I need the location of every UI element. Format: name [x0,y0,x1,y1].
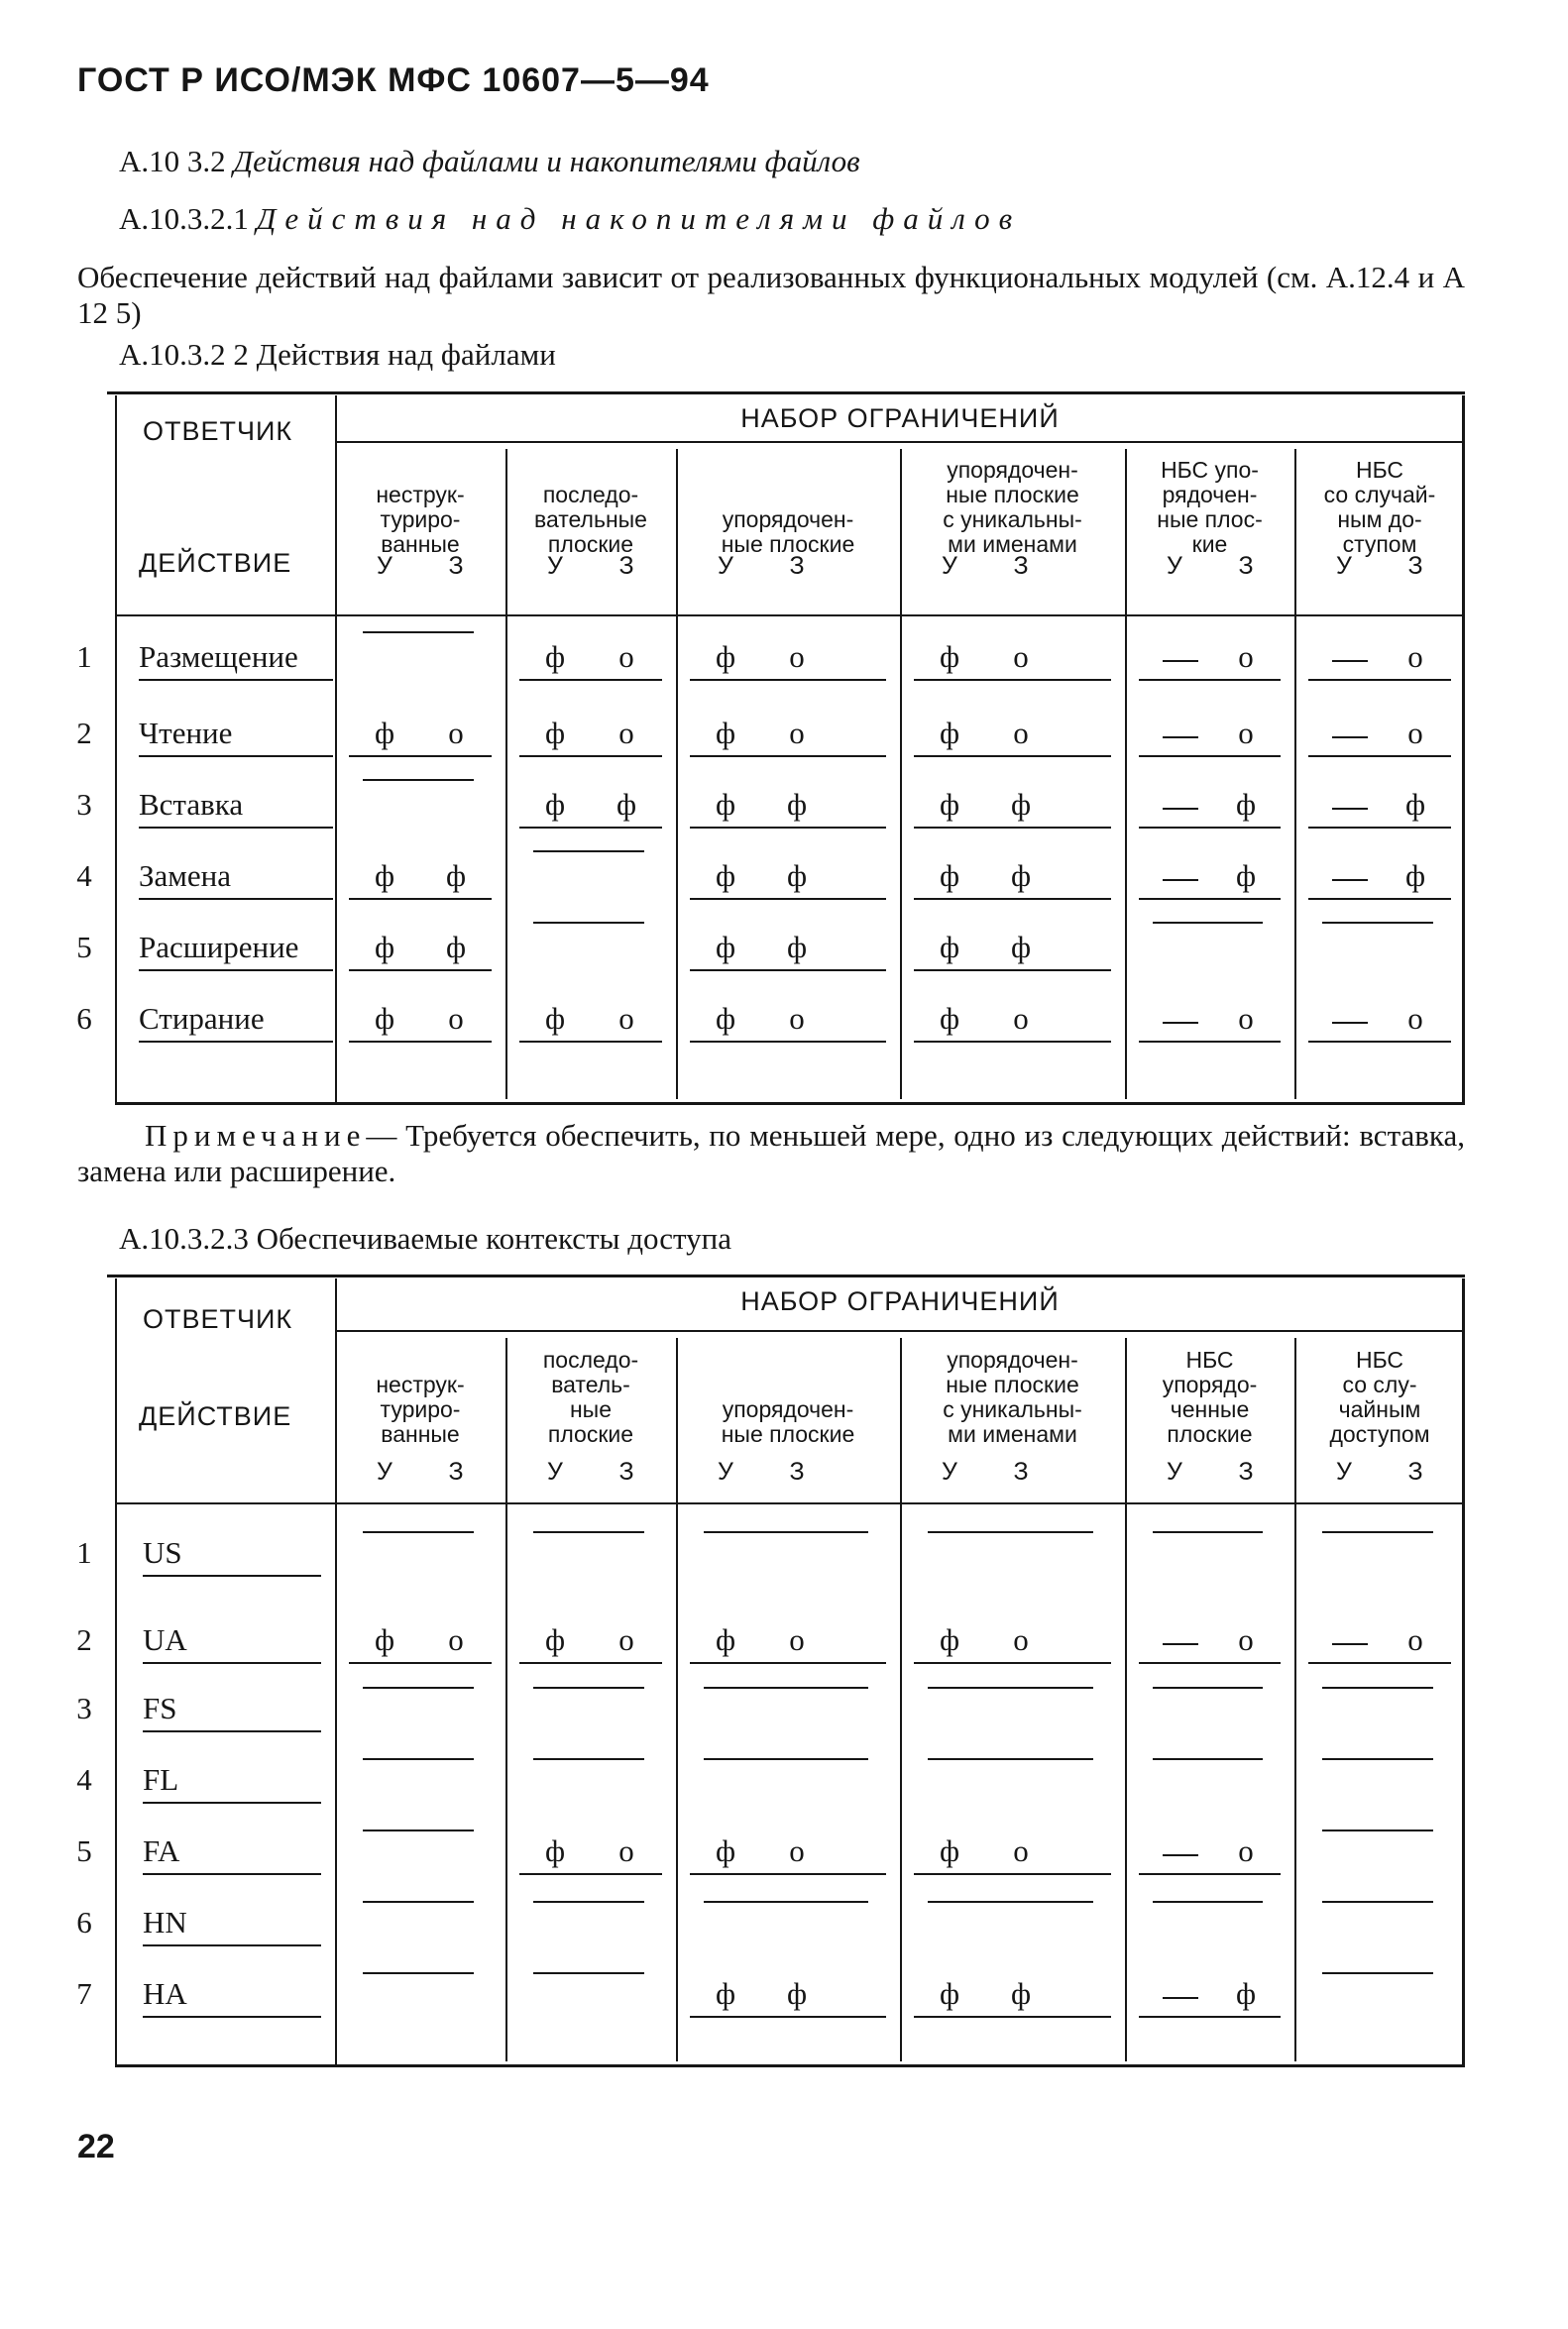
cell-value-u: ф [374,1622,395,1657]
action-label: FL [143,1762,179,1797]
sub-header-z: З [1238,552,1254,580]
cell-underline [1308,827,1451,829]
cell-not-applicable [363,631,474,633]
action-label: UA [143,1622,187,1657]
sub-header-u: У [718,552,733,580]
cell-dash [1163,1643,1198,1645]
section-title: Действия над накопителями файлов [256,201,1022,236]
cell-underline [1139,755,1281,757]
cell-dash [1332,879,1368,881]
cell-value-u: ф [939,1001,960,1036]
cell-not-applicable [1322,922,1433,924]
cell-dash [1332,1022,1368,1024]
cell-dash [1163,660,1198,662]
cell-value-z: о [789,639,805,674]
cell-value-z: ф [786,1976,808,2011]
cell-value-u: ф [715,1833,736,1868]
table-top-rule [107,1275,1465,1277]
table-file-actions [77,391,1465,1105]
page-number: 22 [77,2128,115,2165]
action-underline [143,1662,321,1664]
column-header: упорядочен- ные плоские с уникальны- ми именами [943,457,1082,557]
cell-dash [1332,1643,1368,1645]
cell-value-z: ф [445,858,467,893]
sub-header-z: З [448,1458,464,1486]
cell-value-z: о [789,1622,805,1657]
cell-underline [914,679,1111,681]
cell-not-applicable [533,922,644,924]
column-header: неструк- туриро- ванные [376,1372,465,1447]
sub-header-z: З [448,552,464,580]
cell-not-applicable [363,1830,474,1831]
sub-header-u: У [377,1458,392,1486]
cell-underline [690,679,886,681]
cell-underline [914,898,1111,900]
cell-value-u: ф [939,1833,960,1868]
cell-underline [349,755,492,757]
cell-not-applicable [704,1901,868,1903]
cell-value-z: о [1407,716,1423,750]
sub-header-u: У [547,1458,563,1486]
cell-value-z: ф [786,930,808,964]
header-bottom-rule [115,1502,1465,1504]
group-header-rule [335,441,1465,443]
cell-dash [1163,736,1198,738]
cell-value-z: о [448,1001,464,1036]
cell-dash [1163,1997,1198,1999]
cell-value-u: ф [715,858,736,893]
cell-dash [1163,879,1198,881]
cell-value-z: о [789,1833,805,1868]
sub-header-u: У [1167,1458,1182,1486]
action-label: US [143,1535,182,1570]
action-underline [143,2016,321,2018]
cell-underline [1139,2016,1281,2018]
header-bottom-rule [115,614,1465,616]
intro-paragraph: Обеспечение действий над файлами зависит от реализованных функциональных модулей (см. A.12.4 и A 12 5) [77,260,1465,330]
row-number: 3 [76,1691,92,1725]
cell-not-applicable [533,1901,644,1903]
cell-value-z: о [789,1001,805,1036]
sub-header-u: У [377,552,392,580]
cell-dash [1332,660,1368,662]
cell-underline [690,1662,886,1664]
cell-not-applicable [1153,1758,1263,1760]
action-underline [143,1944,321,1946]
cell-not-applicable [533,850,644,852]
cell-value-z: о [618,1833,634,1868]
cell-not-applicable [704,1758,868,1760]
cell-value-u: ф [715,639,736,674]
action-underline [139,969,333,971]
cell-not-applicable [363,1901,474,1903]
action-label: Размещение [139,639,298,674]
action-underline [139,898,333,900]
cell-value-u: ф [939,930,960,964]
table-access-contexts [77,1275,1465,2067]
header-action: ДЕЙСТВИЕ [139,548,292,578]
section-heading-2 [119,201,1021,237]
cell-value-z: о [448,716,464,750]
header-action: ДЕЙСТВИЕ [139,1401,292,1431]
cell-underline [1308,1662,1451,1664]
column-header: последо- ватель- ные плоские [542,1347,639,1447]
header-responder: ОТВЕТЧИК [143,416,293,446]
column-header: неструк- туриро- ванные [376,482,465,557]
cell-underline [914,755,1111,757]
cell-dash [1332,808,1368,810]
cell-not-applicable [363,779,474,781]
row-number: 2 [76,1622,92,1657]
cell-not-applicable [1153,1901,1263,1903]
cell-value-z: ф [616,787,637,822]
row-number: 1 [76,1535,92,1570]
sub-header-u: У [1336,552,1352,580]
action-label: Замена [139,858,232,893]
cell-underline [690,1041,886,1043]
action-underline [139,679,333,681]
action-underline [139,1041,333,1043]
row-number: 5 [76,1833,92,1868]
cell-not-applicable [363,1687,474,1689]
cell-value-z: ф [1235,858,1257,893]
cell-value-z: ф [1404,787,1426,822]
sub-header-z: З [1013,1458,1029,1486]
row-number: 3 [76,787,92,822]
cell-value-z: о [789,716,805,750]
row-number: 4 [76,1762,92,1797]
cell-underline [1308,679,1451,681]
column-header: НБС со случай- ным до- ступом [1323,457,1436,557]
cell-value-u: ф [939,1622,960,1657]
cell-not-applicable [363,1972,474,1974]
cell-value-u: ф [544,639,566,674]
cell-not-applicable [1322,1830,1433,1831]
cell-value-u: ф [939,639,960,674]
sub-header-z: З [1407,1458,1423,1486]
action-underline [143,1802,321,1804]
action-underline [143,1730,321,1732]
cell-value-z: о [1407,639,1423,674]
note-label: Примечание [145,1118,367,1153]
table1-caption: A.10.3.2 2 Действия над файлами [119,337,556,372]
cell-value-z: ф [1010,787,1032,822]
action-underline [139,827,333,829]
cell-underline [519,827,662,829]
cell-underline [914,1041,1111,1043]
cell-dash [1163,1854,1198,1856]
cell-not-applicable [533,1531,644,1533]
cell-underline [914,1873,1111,1875]
cell-not-applicable [1153,922,1263,924]
action-label: Чтение [139,716,233,750]
cell-value-u: ф [715,787,736,822]
cell-dash [1163,808,1198,810]
cell-not-applicable [1153,1531,1263,1533]
column-header: упорядочен- ные плоские [721,1396,855,1447]
cell-value-u: ф [544,1622,566,1657]
cell-not-applicable [928,1901,1093,1903]
cell-value-z: ф [786,858,808,893]
column-header: НБС со слу- чайным доступом [1329,1347,1430,1447]
cell-value-z: о [1238,1622,1254,1657]
cell-not-applicable [1322,1531,1433,1533]
cell-value-u: ф [939,787,960,822]
action-label: Вставка [139,787,244,822]
cell-value-z: о [1238,639,1254,674]
row-number: 2 [76,716,92,750]
section-heading-1 [119,144,860,179]
action-label: Стирание [139,1001,265,1036]
cell-underline [519,1662,662,1664]
action-underline [139,755,333,757]
cell-value-z: ф [1010,1976,1032,2011]
cell-underline [1139,1873,1281,1875]
cell-value-z: ф [786,787,808,822]
column-header: НБС упорядо- ченные плоские [1162,1347,1258,1447]
cell-underline [349,969,492,971]
cell-value-z: о [1013,1833,1029,1868]
cell-underline [690,2016,886,2018]
column-header: НБС упо- рядочен- ные плос- кие [1157,457,1263,557]
cell-not-applicable [928,1758,1093,1760]
cell-not-applicable [928,1687,1093,1689]
cell-value-z: ф [1010,858,1032,893]
cell-not-applicable [363,1758,474,1760]
cell-underline [690,969,886,971]
cell-underline [1139,827,1281,829]
cell-value-u: ф [939,716,960,750]
cell-dash [1332,736,1368,738]
cell-value-z: о [1013,1622,1029,1657]
row-number: 6 [76,1001,92,1036]
cell-not-applicable [704,1687,868,1689]
cell-value-u: ф [715,930,736,964]
column-header: упорядочен- ные плоские с уникальны- ми именами [943,1347,1082,1447]
section-title: Действия над файлами и накопителями файлов [233,144,860,178]
sub-header-z: З [789,552,805,580]
cell-value-u: ф [715,1001,736,1036]
note-text: — Требуется обеспечить, по меньшей мере, одно из следующих действий: вставка, замена или расширение. [77,1118,1465,1188]
sub-header-u: У [942,552,957,580]
cell-underline [690,1873,886,1875]
cell-underline [1308,755,1451,757]
cell-value-z: о [1238,1833,1254,1868]
cell-value-z: о [1407,1001,1423,1036]
cell-value-u: ф [544,1001,566,1036]
cell-underline [914,969,1111,971]
cell-value-z: ф [1235,1976,1257,2011]
row-number: 5 [76,930,92,964]
row-number: 4 [76,858,92,893]
sub-header-z: З [1238,1458,1254,1486]
cell-value-u: ф [939,858,960,893]
cell-value-z: о [1407,1622,1423,1657]
sub-header-z: З [789,1458,805,1486]
cell-value-z: о [1238,1001,1254,1036]
cell-underline [519,1873,662,1875]
sub-header-z: З [1407,552,1423,580]
cell-underline [1139,1041,1281,1043]
header-constraint-set: НАБОР ОГРАНИЧЕНИЙ [740,1286,1060,1316]
row-number: 1 [76,639,92,674]
row-number: 6 [76,1905,92,1940]
cell-value-u: ф [374,930,395,964]
cell-not-applicable [1153,1687,1263,1689]
cell-value-u: ф [374,1001,395,1036]
cell-not-applicable [1322,1758,1433,1760]
cell-not-applicable [363,1531,474,1533]
cell-underline [519,755,662,757]
cell-value-z: о [618,1622,634,1657]
action-underline [143,1575,321,1577]
cell-underline [1308,898,1451,900]
cell-value-u: ф [544,716,566,750]
cell-not-applicable [704,1531,868,1533]
action-label: HN [143,1905,187,1940]
cell-not-applicable [533,1972,644,1974]
cell-value-u: ф [715,1622,736,1657]
row-number: 7 [76,1976,92,2011]
cell-not-applicable [533,1758,644,1760]
section-number: A.10 3.2 [119,144,226,178]
section-number: A.10.3.2.1 [119,201,249,236]
cell-underline [690,827,886,829]
cell-value-z: о [1013,716,1029,750]
cell-value-u: ф [544,787,566,822]
cell-underline [349,1041,492,1043]
action-label: FA [143,1833,180,1868]
header-constraint-set: НАБОР ОГРАНИЧЕНИЙ [740,403,1060,433]
cell-value-z: о [618,716,634,750]
cell-value-z: ф [1404,858,1426,893]
sub-header-u: У [718,1458,733,1486]
cell-value-z: ф [1010,930,1032,964]
cell-value-z: о [448,1622,464,1657]
cell-value-z: о [618,1001,634,1036]
cell-underline [914,1662,1111,1664]
sub-header-u: У [1167,552,1182,580]
cell-value-u: ф [939,1976,960,2011]
group-header-rule [335,1330,1465,1332]
cell-value-z: о [1238,716,1254,750]
cell-underline [1139,1662,1281,1664]
cell-dash [1163,1022,1198,1024]
table-top-rule [107,391,1465,394]
cell-value-z: о [1013,639,1029,674]
cell-underline [1308,1041,1451,1043]
action-underline [143,1873,321,1875]
cell-underline [690,898,886,900]
cell-underline [349,898,492,900]
cell-value-u: ф [715,716,736,750]
column-header: упорядочен- ные плоские [721,506,855,557]
cell-not-applicable [928,1531,1093,1533]
cell-value-z: ф [445,930,467,964]
cell-underline [914,827,1111,829]
cell-not-applicable [533,1687,644,1689]
cell-underline [1139,898,1281,900]
column-header: последо- вательные плоские [534,482,647,557]
cell-value-u: ф [374,858,395,893]
cell-value-z: о [618,639,634,674]
cell-underline [690,755,886,757]
sub-header-u: У [1336,1458,1352,1486]
cell-value-z: ф [1235,787,1257,822]
cell-underline [519,1041,662,1043]
sub-header-z: З [618,552,634,580]
sub-header-u: У [547,552,563,580]
cell-underline [1139,679,1281,681]
cell-value-u: ф [374,716,395,750]
sub-header-z: З [618,1458,634,1486]
cell-not-applicable [1322,1687,1433,1689]
action-label: Расширение [139,930,299,964]
cell-underline [519,679,662,681]
action-label: FS [143,1691,177,1725]
cell-underline [914,2016,1111,2018]
cell-underline [349,1662,492,1664]
cell-not-applicable [1322,1972,1433,1974]
cell-value-u: ф [544,1833,566,1868]
cell-not-applicable [1322,1901,1433,1903]
cell-value-u: ф [715,1976,736,2011]
sub-header-z: З [1013,552,1029,580]
cell-value-z: о [1013,1001,1029,1036]
document-header: ГОСТ Р ИСО/МЭК МФС 10607—5—94 [77,61,710,99]
note-paragraph [77,1118,1465,1189]
action-label: HA [143,1976,187,2011]
header-responder: ОТВЕТЧИК [143,1304,293,1334]
table2-caption: A.10.3.2.3 Обеспечиваемые контексты доступа [119,1221,731,1256]
sub-header-u: У [942,1458,957,1486]
